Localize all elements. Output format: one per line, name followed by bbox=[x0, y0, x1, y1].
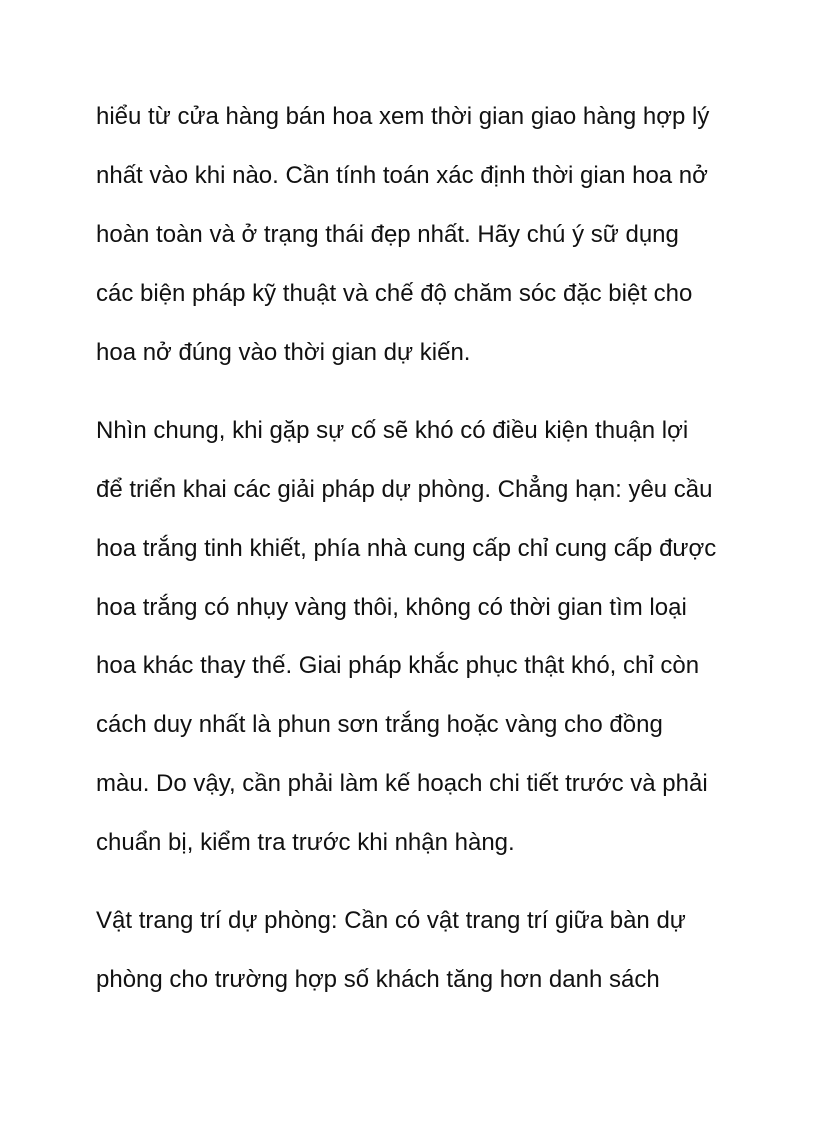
text-line: chuẩn bị, kiểm tra trước khi nhận hàng. bbox=[96, 829, 515, 856]
text-line: hiểu từ cửa hàng bán hoa xem thời gian giao hàng hợp lý bbox=[96, 103, 710, 130]
text-line: hoàn toàn và ở trạng thái đẹp nhất. Hãy chú ý sữ dụng bbox=[96, 221, 679, 248]
text-line: màu. Do vậy, cần phải làm kế hoạch chi tiết trước và phải bbox=[96, 770, 708, 797]
text-line: phòng cho trường hợp số khách tăng hơn danh sách bbox=[96, 966, 660, 993]
text-line: cách duy nhất là phun sơn trắng hoặc vàng cho đồng bbox=[96, 711, 663, 738]
text-line: các biện pháp kỹ thuật và chế độ chăm sóc đặc biệt cho bbox=[96, 280, 693, 307]
text-line: Nhìn chung, khi gặp sự cố sẽ khó có điều kiện thuận lợi bbox=[96, 417, 689, 444]
text-line: hoa khác thay thế. Giai pháp khắc phục thật khó, chỉ còn bbox=[96, 652, 700, 679]
text-line: hoa trắng tinh khiết, phía nhà cung cấp chỉ cung cấp được bbox=[96, 535, 717, 562]
text-line: hoa trắng có nhụy vàng thôi, không có thời gian tìm loại bbox=[96, 594, 687, 621]
text-line: để triển khai các giải pháp dự phòng. Chẳng hạn: yêu cầu bbox=[96, 476, 713, 503]
text-line: Vật trang trí dự phòng: Cần có vật trang trí giữa bàn dự bbox=[96, 907, 686, 934]
text-line: hoa nở đúng vào thời gian dự kiến. bbox=[96, 339, 471, 366]
text-line: nhất vào khi nào. Cần tính toán xác định thời gian hoa nở bbox=[96, 162, 708, 189]
